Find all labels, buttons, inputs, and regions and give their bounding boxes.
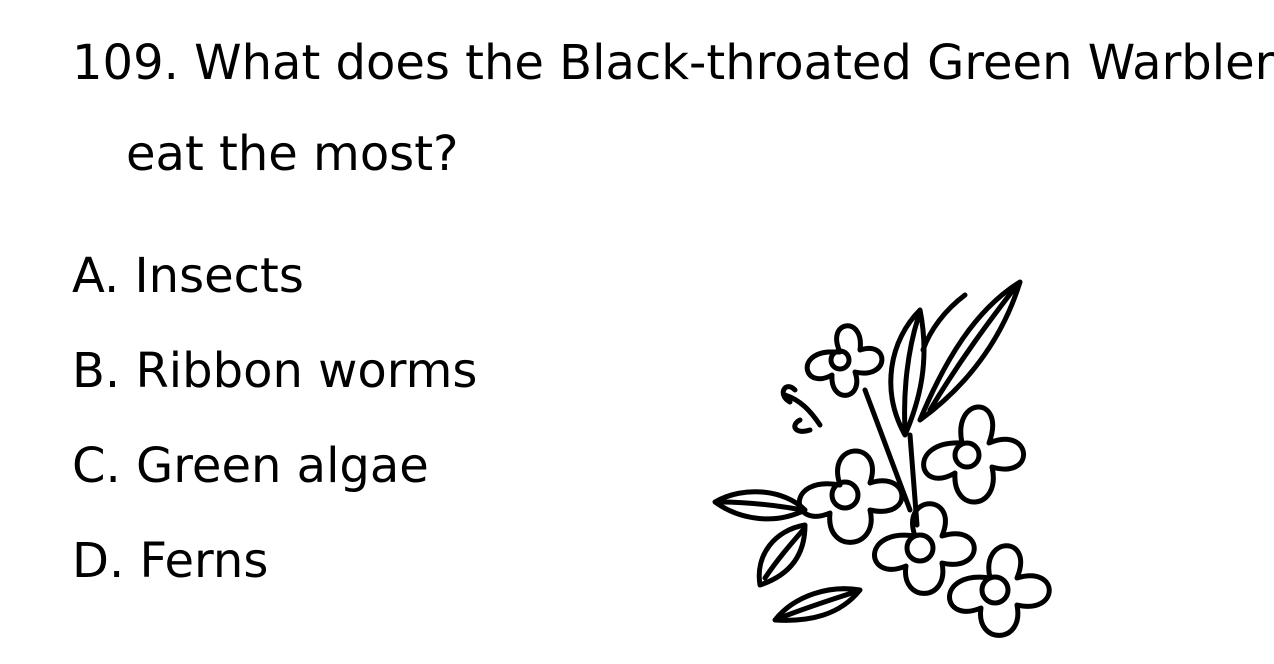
question-number: 109. xyxy=(72,35,179,91)
option-a-text: Insects xyxy=(134,248,304,304)
option-b[interactable] xyxy=(72,342,477,437)
option-d-letter: D. xyxy=(72,533,125,589)
question-line-1 xyxy=(72,28,1272,98)
flower-bouquet-icon xyxy=(705,270,1075,660)
option-a[interactable] xyxy=(72,247,477,342)
option-b-text: Ribbon worms xyxy=(135,343,478,399)
option-c[interactable] xyxy=(72,437,477,532)
question-line-2: eat the most? xyxy=(126,126,459,182)
question-text xyxy=(72,28,1274,182)
option-c-text: Green algae xyxy=(136,438,429,494)
option-c-letter: C. xyxy=(72,438,121,494)
answer-options xyxy=(72,247,477,627)
question-line-1-text: What does the Black-throated Green Warbler xyxy=(194,35,1274,91)
option-d-text: Ferns xyxy=(139,533,269,589)
option-a-letter: A. xyxy=(72,248,120,304)
option-d[interactable] xyxy=(72,532,477,627)
option-b-letter: B. xyxy=(72,343,121,399)
